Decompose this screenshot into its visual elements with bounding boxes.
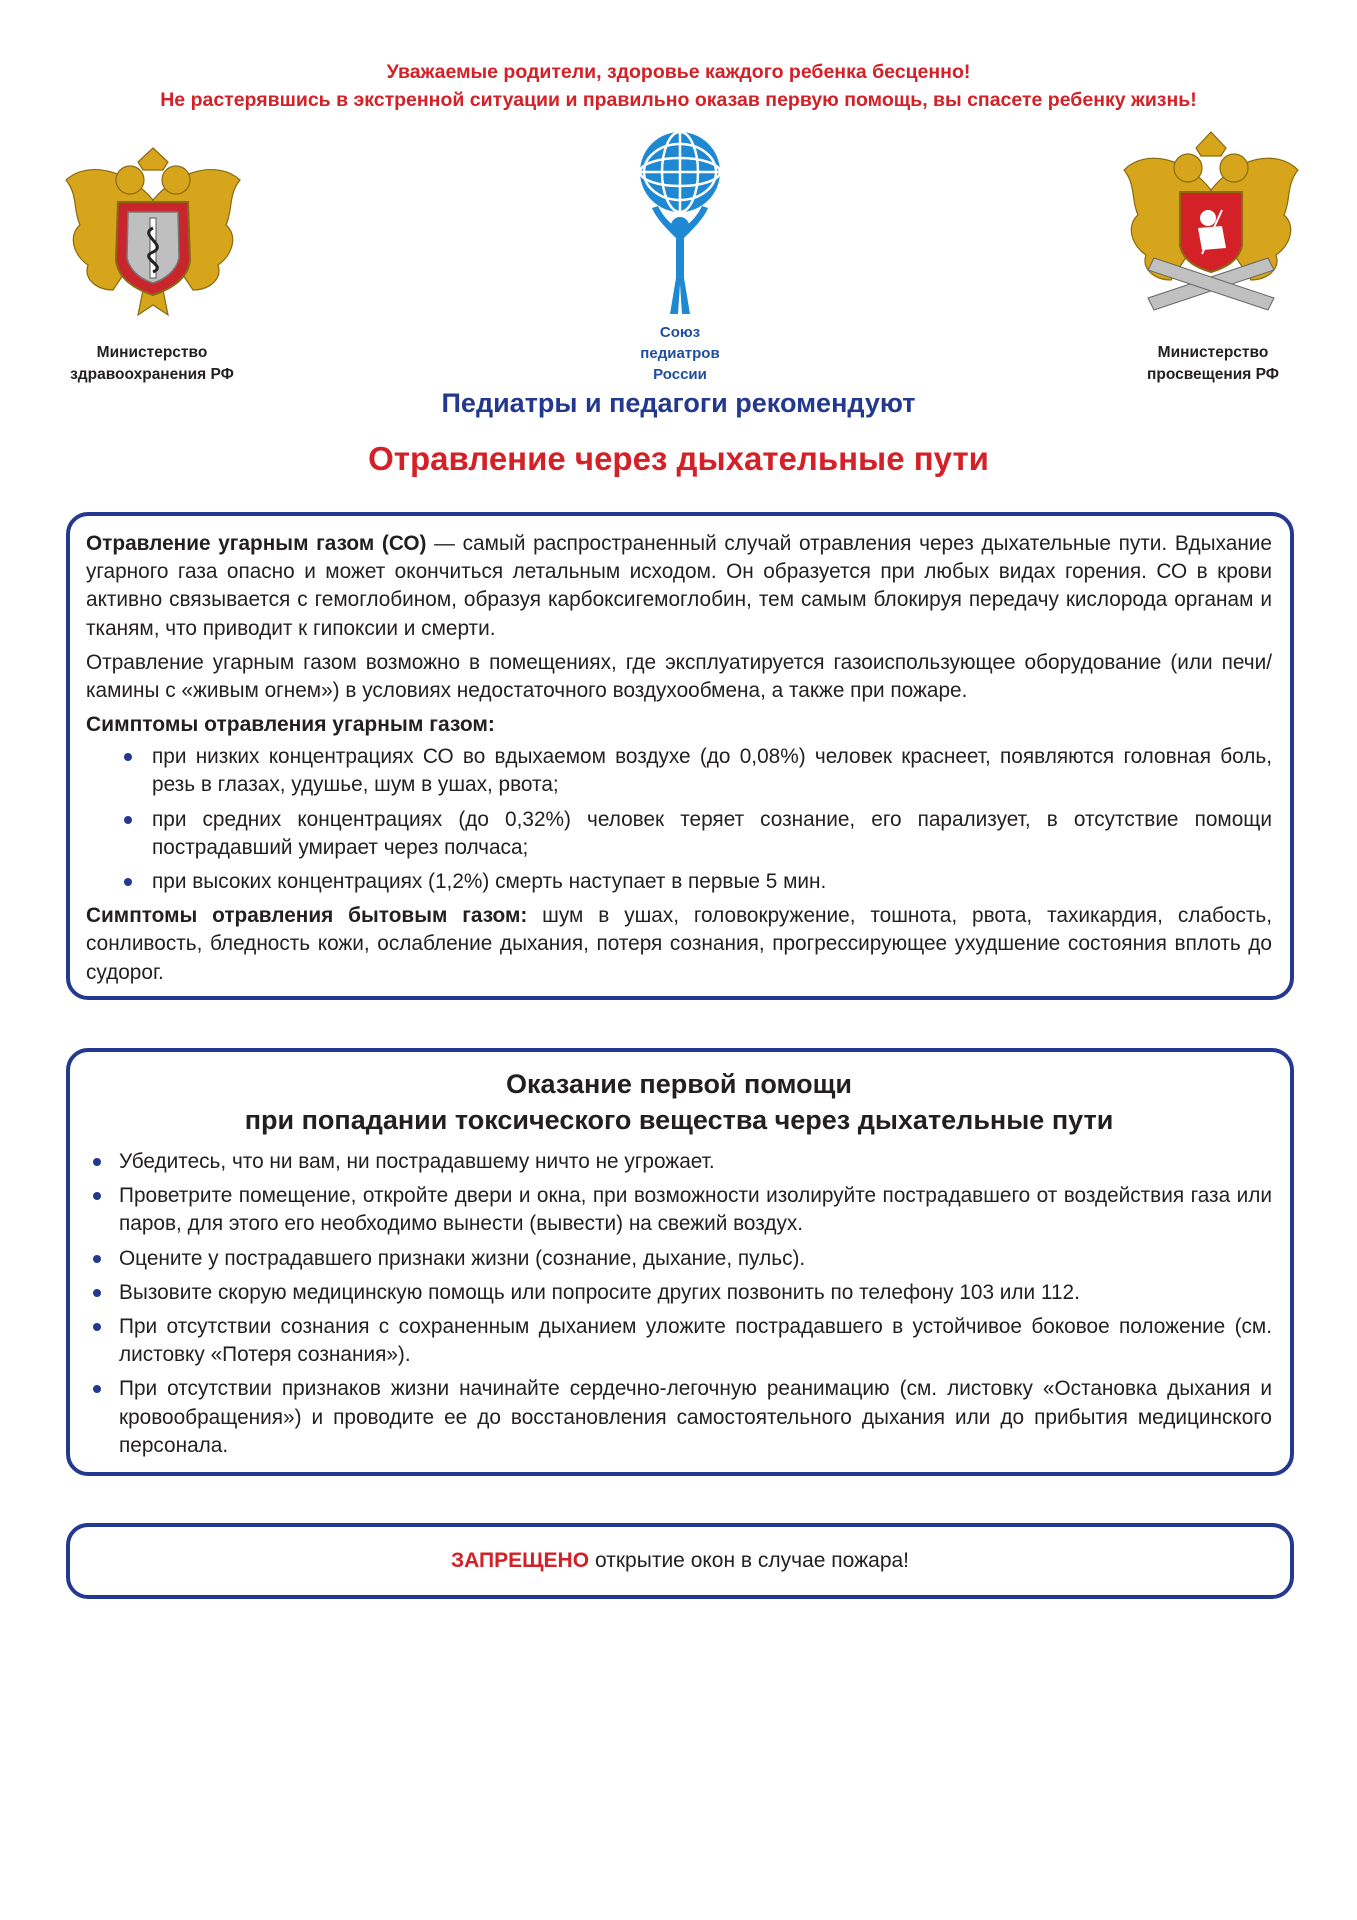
header-line-1: Уважаемые родители, здоровье каждого ребенка бесценно! bbox=[386, 61, 971, 83]
page-title: Отравление через дыхательные пути bbox=[368, 440, 989, 477]
list-item: При отсутствии сознания с сохраненным дыханием уложите пострадавшего в устойчивое боковое положение (см. листовку «Потеря сознания»). bbox=[86, 1313, 1272, 1369]
org-left-line1: Министерство bbox=[96, 344, 208, 361]
pediatricians-union-logo-icon bbox=[632, 128, 728, 322]
page-subtitle: Педиатры и педагоги рекомендуют bbox=[441, 388, 916, 418]
warning-text bbox=[70, 1527, 1290, 1595]
warning-box bbox=[66, 1523, 1294, 1599]
org-left-line2: здравоохранения РФ bbox=[70, 366, 234, 383]
co-symptoms-list bbox=[86, 743, 1272, 896]
first-aid-box bbox=[66, 1048, 1294, 1476]
list-item: Оцените у пострадавшего признаки жизни (сознание, дыхание, пульс). bbox=[86, 1245, 1272, 1273]
first-aid-title bbox=[86, 1066, 1272, 1138]
org-right-line1: Министерство bbox=[1157, 344, 1269, 361]
org-center-line2: педиатров bbox=[640, 345, 720, 362]
org-center-line3: России bbox=[653, 366, 707, 383]
forbidden-label: ЗАПРЕЩЕНО bbox=[450, 1549, 590, 1572]
list-item: При отсутствии признаков жизни начинайте сердечно-легочную реанимацию (см. листовку «Остановка дыхания и кровообращения») и проводите ее до восстановления самостоятельного дыхания или до прибытия медицинского персонала. bbox=[86, 1375, 1272, 1460]
co-intro-paragraph bbox=[86, 530, 1272, 643]
co-intro-bold: Отравление угарным газом (СО) bbox=[86, 532, 427, 555]
co-rooms-paragraph: Отравление угарным газом возможно в помещениях, где эксплуатируется газоиспользующее оборудование (или печи/камины с «живым огнем») в условиях недостаточного воздухообмена, а также при пожаре. bbox=[86, 650, 1272, 703]
education-ministry-emblem-icon bbox=[1118, 128, 1304, 328]
gas-symptoms-text: шум в ушах, головокружение, тошнота, рвота, тахикардия, слабость, сонливость, бледность кожи, ослабление дыхания, потеря сознания, прогрессирующее ухудшение состояния вплоть до судорог. bbox=[86, 904, 1272, 984]
health-ministry-emblem-icon bbox=[58, 140, 248, 330]
first-aid-title-line2: при попадании токсического вещества через дыхательные пути bbox=[244, 1105, 1114, 1135]
org-label-pediatricians-union bbox=[620, 322, 740, 385]
header-line-2: Не растерявшись в экстренной ситуации и правильно оказав первую помощь, вы спасете ребенку жизнь! bbox=[160, 89, 1197, 111]
first-aid-title-line1: Оказание первой помощи bbox=[506, 1069, 852, 1099]
list-item: при высоких концентрациях (1,2%) смерть наступает в первые 5 мин. bbox=[86, 868, 1272, 896]
org-center-line1: Союз bbox=[659, 324, 701, 341]
info-box bbox=[66, 512, 1294, 1000]
org-label-education-ministry bbox=[1120, 342, 1306, 386]
co-intro-text: — самый распространенный случай отравления через дыхательные пути. Вдыхание угарного газа опасно и может окончиться летальным исходом. Он образуется при любых видах горения. СО в крови активно связывается с гемоглобином, образуя карбоксигемоглобин, тем самым блокируя передачу кислорода органам и тканям, что приводит к гипоксии и смерти. bbox=[86, 532, 1272, 640]
co-symptoms-heading: Симптомы отравления угарным газом: bbox=[86, 713, 495, 737]
forbidden-text: открытие окон в случае пожара! bbox=[595, 1549, 910, 1572]
list-item: Вызовите скорую медицинскую помощь или попросите других позвонить по телефону 103 или 112. bbox=[86, 1279, 1272, 1307]
list-item: при средних концентрациях (до 0,32%) человек теряет сознание, его парализует, в отсутствие помощи пострадавший умирает через полчаса; bbox=[86, 806, 1272, 862]
gas-symptoms-bold: Симптомы отравления бытовым газом: bbox=[86, 904, 528, 928]
list-item: при низких концентрациях СО во вдыхаемом воздухе (до 0,08%) человек краснеет, появляются головная боль, резь в глазах, удушье, шум в ушах, рвота; bbox=[86, 743, 1272, 799]
gas-symptoms-paragraph bbox=[86, 902, 1272, 987]
list-item: Проветрите помещение, откройте двери и окна, при возможности изолируйте пострадавшего от воздействия газа или паров, для этого его необходимо вынести (вывести) на свежий воздух. bbox=[86, 1182, 1272, 1238]
org-label-health-ministry bbox=[52, 342, 252, 386]
first-aid-list bbox=[86, 1148, 1272, 1460]
list-item: Убедитесь, что ни вам, ни пострадавшему ничто не угрожает. bbox=[86, 1148, 1272, 1176]
org-right-line2: просвещения РФ bbox=[1147, 366, 1279, 383]
